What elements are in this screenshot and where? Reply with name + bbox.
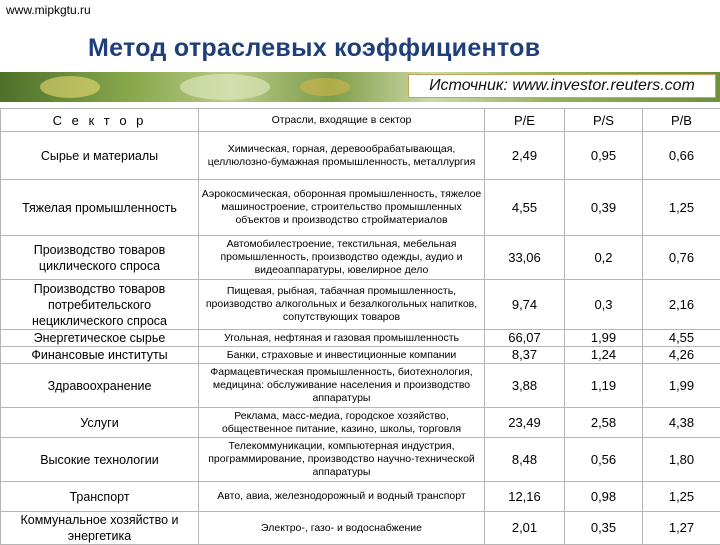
pb-cell: 4,38: [643, 408, 720, 438]
pb-cell: 1,99: [643, 364, 720, 408]
banner-highlight: [300, 78, 350, 96]
pe-cell: 3,88: [485, 364, 565, 408]
table-row: [1, 438, 720, 482]
industries-cell: Химическая, горная, деревообрабатывающая, целлюлозно-бумажная промышленность, металлургия: [199, 132, 485, 180]
industries-cell: Пищевая, рыбная, табачная промышленность, производство алкогольных и безалкогольных напитков, сопутствующих товаров: [199, 280, 485, 330]
table-row: [1, 347, 720, 364]
pb-cell: 1,27: [643, 512, 720, 545]
pb-cell: 1,25: [643, 180, 720, 236]
pb-cell: 4,26: [643, 347, 720, 364]
pe-cell: 9,74: [485, 280, 565, 330]
pb-cell: 1,25: [643, 482, 720, 512]
table-row: [1, 180, 720, 236]
sector-cell: Высокие технологии: [1, 438, 199, 482]
industries-cell: Электро-, газо- и водоснабжение: [199, 512, 485, 545]
ps-cell: 0,56: [565, 438, 643, 482]
header-pb: P/B: [643, 109, 720, 132]
pb-cell: 0,66: [643, 132, 720, 180]
sector-ratios-table: [0, 108, 720, 545]
ps-cell: 2,58: [565, 408, 643, 438]
industries-cell: Аэрокосмическая, оборонная промышленность, тяжелое машиностроение, строительство промышленных объектов и производство стройматериалов: [199, 180, 485, 236]
ps-cell: 0,39: [565, 180, 643, 236]
ps-cell: 0,2: [565, 236, 643, 280]
pe-cell: 2,49: [485, 132, 565, 180]
pb-cell: 1,80: [643, 438, 720, 482]
ps-cell: 0,35: [565, 512, 643, 545]
table-row: [1, 280, 720, 330]
table-header-row: [1, 109, 720, 132]
sector-cell: Транспорт: [1, 482, 199, 512]
pe-cell: 66,07: [485, 330, 565, 347]
sector-cell: Услуги: [1, 408, 199, 438]
industries-cell: Реклама, масс-медиа, городское хозяйство, общественное питание, казино, школы, торговля: [199, 408, 485, 438]
ps-cell: 0,3: [565, 280, 643, 330]
sector-cell: Тяжелая промышленность: [1, 180, 199, 236]
page-title: Метод отраслевых коэффициентов: [88, 34, 540, 63]
pe-cell: 23,49: [485, 408, 565, 438]
industries-cell: Авто, авиа, железнодорожный и водный транспорт: [199, 482, 485, 512]
pe-cell: 33,06: [485, 236, 565, 280]
sector-cell: Сырье и материалы: [1, 132, 199, 180]
pe-cell: 8,37: [485, 347, 565, 364]
source-label: Источник: www.investor.reuters.com: [408, 74, 716, 98]
banner-highlight: [180, 74, 270, 100]
sector-cell: Здравоохранение: [1, 364, 199, 408]
ps-cell: 0,95: [565, 132, 643, 180]
header-pe: P/E: [485, 109, 565, 132]
pb-cell: 4,55: [643, 330, 720, 347]
sector-cell: Производство товаров циклического спроса: [1, 236, 199, 280]
pb-cell: 2,16: [643, 280, 720, 330]
banner-highlight: [40, 76, 100, 98]
ps-cell: 1,99: [565, 330, 643, 347]
sector-cell: Энергетическое сырье: [1, 330, 199, 347]
header-sector: С е к т о р: [1, 109, 199, 132]
ps-cell: 0,98: [565, 482, 643, 512]
sector-cell: Производство товаров потребительского нециклического спроса: [1, 280, 199, 330]
table-row: [1, 482, 720, 512]
pe-cell: 2,01: [485, 512, 565, 545]
industries-cell: Угольная, нефтяная и газовая промышленность: [199, 330, 485, 347]
pb-cell: 0,76: [643, 236, 720, 280]
pe-cell: 12,16: [485, 482, 565, 512]
industries-cell: Фармацевтическая промышленность, биотехнология, медицина: обслуживание населения и производство аппаратуры: [199, 364, 485, 408]
sector-cell: Финансовые институты: [1, 347, 199, 364]
table-row: [1, 330, 720, 347]
ps-cell: 1,19: [565, 364, 643, 408]
table-row: [1, 132, 720, 180]
ps-cell: 1,24: [565, 347, 643, 364]
table-row: [1, 364, 720, 408]
header-industries: Отрасли, входящие в сектор: [199, 109, 485, 132]
table-row: [1, 408, 720, 438]
industries-cell: Банки, страховые и инвестиционные компании: [199, 347, 485, 364]
pe-cell: 4,55: [485, 180, 565, 236]
pe-cell: 8,48: [485, 438, 565, 482]
industries-cell: Телекоммуникации, компьютерная индустрия, программирование, производство научно-технической аппаратуры: [199, 438, 485, 482]
header-ps: P/S: [565, 109, 643, 132]
table-row: [1, 236, 720, 280]
industries-cell: Автомобилестроение, текстильная, мебельная промышленность, производство одежды, аудио и видеоаппаратуры, ювелирное дело: [199, 236, 485, 280]
site-url: www.mipkgtu.ru: [6, 3, 91, 17]
sector-cell: Коммунальное хозяйство и энергетика: [1, 512, 199, 545]
